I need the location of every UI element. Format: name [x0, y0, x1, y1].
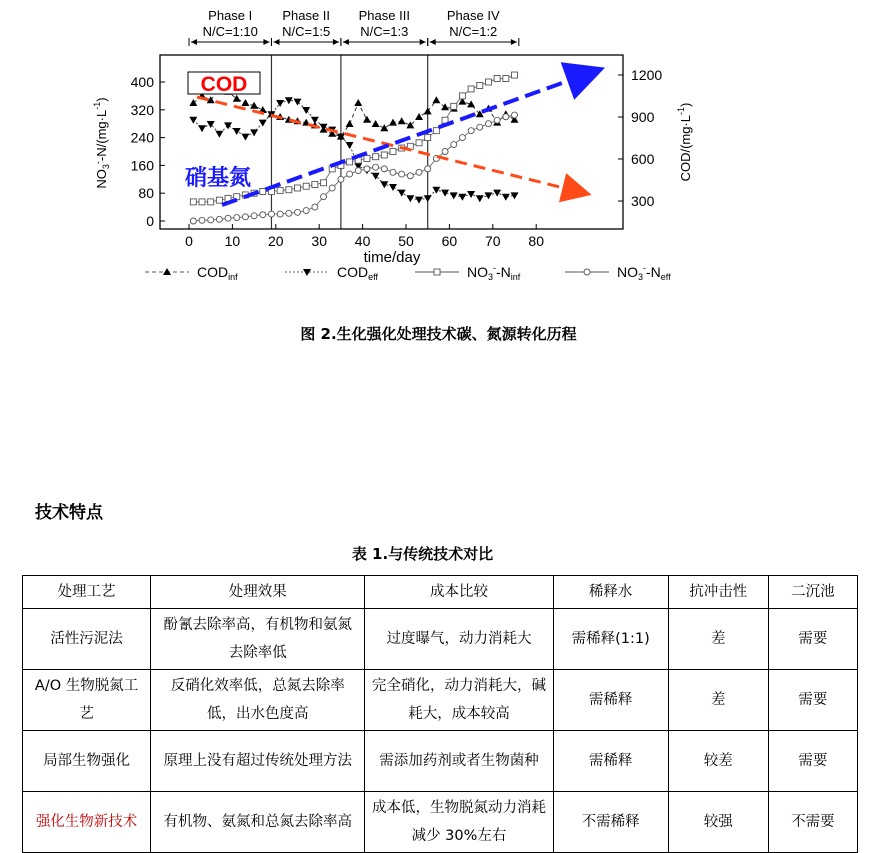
- legend-entry: $NO_3^--N_{eff}$: [617, 263, 671, 282]
- legend-entry: $COD_{inf}$: [197, 264, 238, 282]
- cell-dilution: 需稀释: [553, 731, 668, 792]
- data-point: [190, 218, 196, 224]
- data-point: [250, 129, 258, 136]
- data-point: [295, 185, 301, 191]
- phase-arrow-right: [420, 39, 426, 45]
- data-point: [451, 142, 457, 148]
- comparison-table: [22, 575, 858, 853]
- cell-shock: 差: [668, 670, 768, 731]
- data-point: [416, 169, 422, 175]
- data-point: [242, 214, 248, 220]
- data-point: [347, 171, 353, 177]
- data-point: [199, 217, 205, 223]
- data-point: [312, 204, 318, 210]
- figure-caption: 图 2.生化强化处理技术碳、氮源转化历程: [300, 325, 577, 343]
- data-point: [389, 119, 397, 126]
- data-point: [277, 211, 283, 217]
- data-point: [512, 112, 518, 118]
- left-y-tick-label: 240: [130, 129, 154, 146]
- right-y-tick-label: 600: [631, 151, 655, 167]
- cell-clarifier: 需要: [768, 731, 857, 792]
- data-point: [467, 191, 475, 198]
- data-point: [372, 120, 380, 127]
- legend-entry: $NO_3^--N_{inf}$: [467, 263, 521, 282]
- data-point: [406, 195, 414, 202]
- data-point: [398, 117, 406, 124]
- data-point: [441, 103, 449, 110]
- legend-entry: $COD_{eff}$: [337, 264, 378, 282]
- data-point: [338, 176, 344, 182]
- data-point: [233, 128, 241, 135]
- data-point: [485, 79, 491, 85]
- cell-shock: 差: [668, 609, 768, 670]
- table-caption: 表 1.与传统技术对比: [351, 545, 494, 563]
- data-point: [208, 199, 214, 205]
- cell-cost: 完全硝化，动力消耗大，碱耗大，成本较高: [365, 670, 553, 731]
- cell-process: 强化生物新技术: [23, 792, 151, 853]
- data-point: [311, 117, 319, 124]
- left-y-tick-label: 400: [130, 74, 154, 90]
- cell-dilution: 需稀释(1:1): [553, 609, 668, 670]
- data-point: [364, 155, 370, 161]
- header-secondary-clarifier: 二沉池: [768, 576, 857, 609]
- data-point: [389, 184, 397, 191]
- data-point: [451, 103, 457, 109]
- phase-name-label: Phase IV: [446, 8, 500, 23]
- data-point: [364, 166, 370, 172]
- data-point: [503, 76, 509, 82]
- data-point: [346, 142, 354, 149]
- series-line: [193, 89, 514, 137]
- cod-trend-arrow: [197, 97, 580, 192]
- cod-annotation: COD: [200, 73, 248, 96]
- header-process: 处理工艺: [23, 576, 151, 609]
- header-dilution: 稀释水: [553, 576, 668, 609]
- x-tick-label: 40: [354, 233, 371, 249]
- data-point: [373, 154, 379, 160]
- data-point: [459, 135, 465, 141]
- x-axis-label: time/day: [363, 249, 421, 266]
- data-point: [277, 187, 283, 193]
- data-point: [494, 117, 500, 123]
- data-point: [468, 86, 474, 92]
- nitrate-annotation: 硝基氮: [185, 165, 252, 190]
- data-point: [251, 213, 257, 219]
- data-point: [259, 120, 267, 127]
- phase-arrow-left: [343, 39, 349, 45]
- data-point: [260, 188, 266, 194]
- data-point: [424, 107, 432, 114]
- left-axis-label: $NO_3^--N/(mg\cdot L^{-1})$: [92, 97, 111, 189]
- cell-cost: 过度曝气，动力消耗大: [365, 609, 553, 670]
- x-tick-label: 0: [185, 233, 193, 249]
- data-point: [303, 183, 309, 189]
- table-header-row: [23, 576, 858, 609]
- data-point: [355, 168, 361, 174]
- data-point: [459, 93, 465, 99]
- data-point: [493, 190, 501, 197]
- data-point: [224, 122, 232, 129]
- x-tick-label: 10: [224, 233, 241, 249]
- data-point: [477, 124, 483, 130]
- data-point: [295, 209, 301, 215]
- data-point: [425, 135, 431, 141]
- data-point: [241, 134, 249, 141]
- cell-shock: 较强: [668, 792, 768, 853]
- data-point: [398, 190, 406, 197]
- phase-arrow-right: [333, 39, 339, 45]
- phase-arrow-left: [430, 39, 436, 45]
- cell-process: A/O 生物脱氮工艺: [23, 670, 151, 731]
- data-point: [199, 199, 205, 205]
- data-point: [425, 166, 431, 172]
- phase-ratio-label: N/C=1:5: [282, 24, 331, 39]
- data-point: [268, 211, 274, 217]
- cell-shock: 较差: [668, 731, 768, 792]
- data-point: [433, 128, 439, 134]
- left-y-tick-label: 160: [130, 157, 154, 174]
- data-point: [503, 114, 509, 120]
- data-point: [208, 217, 214, 223]
- data-point: [434, 269, 440, 275]
- phase-arrow-left: [191, 39, 197, 45]
- cell-process: 活性污泥法: [23, 609, 151, 670]
- cell-dilution: 需稀释: [553, 670, 668, 731]
- phase-name-label: Phase I: [208, 8, 253, 23]
- data-point: [424, 195, 432, 202]
- phase-arrow-right: [511, 39, 517, 45]
- header-effect: 处理效果: [151, 576, 365, 609]
- data-point: [260, 212, 266, 218]
- cell-effect: 反硝化效率低，总氮去除率低，出水色度高: [151, 670, 365, 731]
- data-point: [458, 194, 466, 201]
- data-point: [190, 199, 196, 205]
- data-point: [234, 215, 240, 221]
- data-point: [512, 72, 518, 78]
- cell-clarifier: 不需要: [768, 792, 857, 853]
- data-point: [381, 166, 387, 172]
- table-row: [23, 609, 858, 670]
- data-point: [321, 194, 327, 200]
- data-point: [216, 197, 222, 203]
- right-y-tick-label: 300: [631, 193, 655, 209]
- nitrate-trend-arrow: [222, 73, 590, 205]
- data-point: [476, 195, 484, 202]
- data-point: [241, 99, 249, 106]
- header-cost: 成本比较: [365, 576, 553, 609]
- table-row: [23, 731, 858, 792]
- data-point: [286, 187, 292, 193]
- phase-ratio-label: N/C=1:2: [449, 24, 498, 39]
- data-point: [312, 182, 318, 188]
- data-point: [494, 76, 500, 82]
- data-point: [415, 113, 423, 120]
- data-point: [468, 128, 474, 134]
- cell-effect: 有机物、氨氮和总氮去除率高: [151, 792, 365, 853]
- data-point: [432, 96, 440, 103]
- cell-effect: 酚氰去除率高，有机物和氨氮去除率低: [151, 609, 365, 670]
- cell-cost: 需添加药剂或者生物菌种: [365, 731, 553, 792]
- data-point: [189, 99, 197, 106]
- right-axis-label: COD/$(mg\cdot L^{-1})$: [676, 102, 693, 182]
- header-shock-resistance: 抗冲击性: [668, 576, 768, 609]
- data-point: [380, 124, 388, 131]
- phase-arrow-left: [273, 39, 279, 45]
- left-y-tick-label: 80: [138, 185, 154, 202]
- cell-process: 局部生物强化: [23, 731, 151, 792]
- x-tick-label: 50: [398, 233, 414, 249]
- phase-arrow-right: [263, 39, 269, 45]
- data-point: [502, 194, 510, 201]
- left-y-tick-label: 320: [130, 101, 154, 118]
- phase-name-label: Phase III: [358, 8, 410, 23]
- section-title: 技术特点: [35, 503, 103, 523]
- right-y-tick-label: 900: [631, 109, 655, 125]
- cell-effect: 原理上没有超过传统处理方法: [151, 731, 365, 792]
- data-point: [303, 208, 309, 214]
- cell-dilution: 不需稀释: [553, 792, 668, 853]
- data-point: [294, 99, 302, 106]
- data-point: [373, 164, 379, 170]
- x-tick-label: 80: [528, 233, 544, 249]
- cell-cost: 成本低，生物脱氮动力消耗减少 30%左右: [365, 792, 553, 853]
- table-row-highlight: [23, 792, 858, 853]
- data-point: [346, 120, 354, 127]
- table-row: [23, 670, 858, 731]
- data-point: [347, 159, 353, 165]
- data-point: [329, 185, 335, 191]
- data-point: [286, 210, 292, 216]
- data-point: [584, 269, 590, 275]
- data-point: [390, 149, 396, 155]
- x-tick-label: 20: [268, 233, 284, 249]
- x-tick-label: 60: [441, 233, 458, 249]
- phase-name-label: Phase II: [282, 8, 331, 23]
- data-point: [416, 140, 422, 146]
- data-point: [477, 82, 483, 88]
- right-y-tick-label: 1200: [631, 67, 663, 83]
- data-point: [215, 131, 223, 138]
- phase-ratio-label: N/C=1:10: [202, 24, 258, 39]
- phase-chart: [0, 0, 877, 300]
- cell-clarifier: 需要: [768, 609, 857, 670]
- phase-ratio-label: N/C=1:3: [360, 24, 409, 39]
- left-y-tick-label: 0: [146, 213, 154, 229]
- data-point: [407, 173, 413, 179]
- data-point: [415, 197, 423, 204]
- data-point: [390, 169, 396, 175]
- data-point: [363, 116, 371, 123]
- data-point: [302, 107, 310, 114]
- data-point: [381, 152, 387, 158]
- cell-clarifier: 需要: [768, 670, 857, 731]
- data-point: [225, 215, 231, 221]
- data-point: [321, 180, 327, 186]
- data-point: [399, 171, 405, 177]
- data-point: [216, 216, 222, 222]
- data-point: [485, 121, 491, 127]
- x-tick-label: 30: [311, 233, 327, 249]
- data-point: [442, 149, 448, 155]
- data-point: [450, 192, 458, 199]
- x-tick-label: 70: [485, 233, 501, 249]
- data-point: [354, 99, 362, 106]
- data-point: [198, 125, 206, 132]
